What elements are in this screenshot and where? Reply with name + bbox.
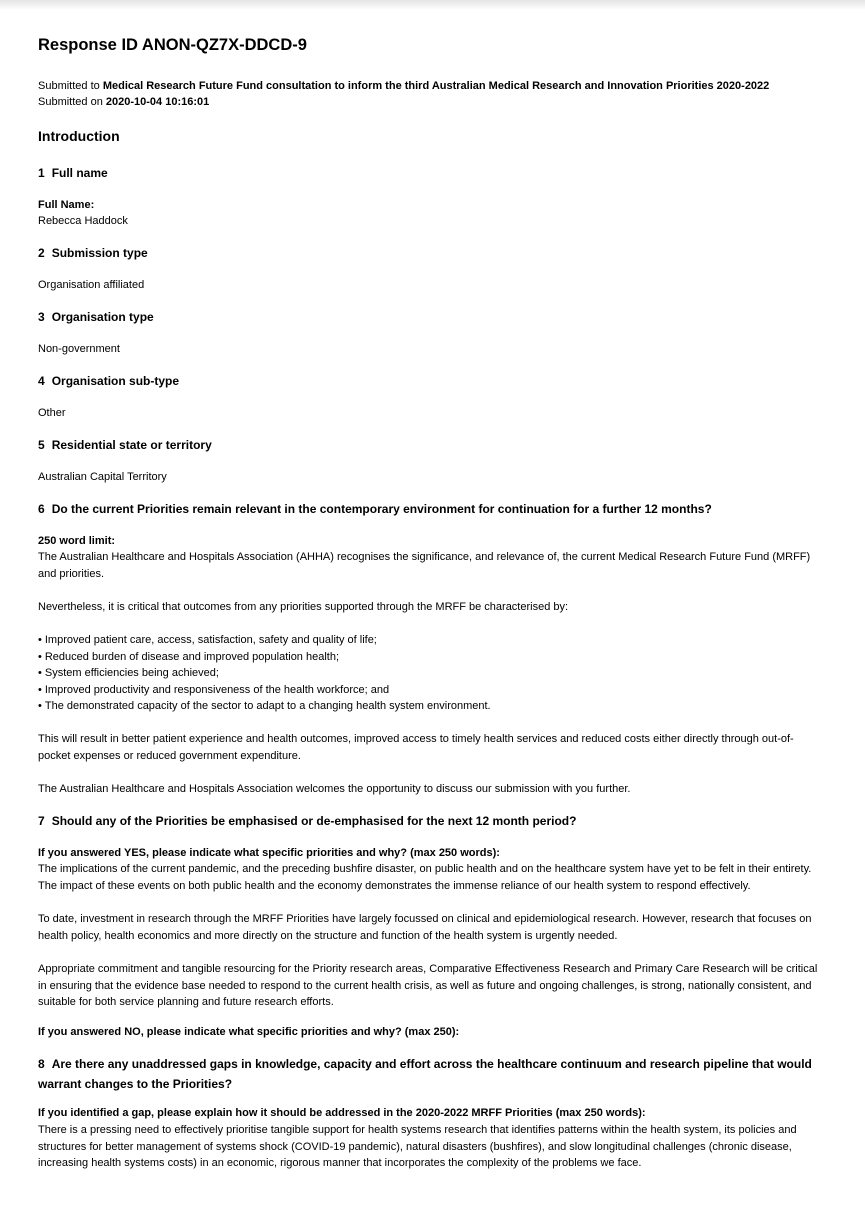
submitted-on-label: Submitted on [38,96,103,108]
q8-paragraph-1: There is a pressing need to effectively prioritise tangible support for health systems research that identifies patterns within the health system, its policies and structures for better management of systems shock (COVID-19 pandemic), natural disasters (bushfires), and slow longitudinal challenges (chronic disease, increasing health systems costs) in an economic, rigorous manner that incorporates the complexity of the problems we face. [38,1124,797,1169]
question-4-heading [38,371,179,391]
yes-answer-label: If you answered YES, please indicate what specific priorities and why? (max 250 words): [38,847,500,859]
question-title: Organisation sub-type [51,374,180,388]
question-7-heading [38,811,576,831]
submitted-on-line [38,94,209,110]
q7-paragraph-2: To date, investment in research through the MRFF Priorities have largely focussed on clinical and epidemiological research. However, research that focuses on health policy, health economics and more directly on the structure and function of the health system is urgently needed. [38,913,812,942]
word-limit-label: 250 word limit: [38,535,116,547]
response-id-title: Response ID ANON-QZ7X-DDCD-9 [38,36,307,54]
question-title: Full name [51,166,108,180]
question-2-heading [38,243,148,263]
question-number: 2 [38,246,45,260]
question-6-heading [38,499,712,519]
outcomes-list [38,632,491,715]
residential-state-answer: Australian Capital Territory [38,471,167,483]
page-top-shadow [0,0,865,10]
q6-paragraph-4: The Australian Healthcare and Hospitals Association welcomes the opportunity to discuss our submission with you further. [38,783,631,795]
gap-answer-label: If you identified a gap, please explain how it should be addressed in the 2020-2022 MRFF Priorities (max 250 words): [38,1107,646,1119]
question-number: 6 [38,502,45,516]
q6-paragraph-1: The Australian Healthcare and Hospitals Association (AHHA) recognises the significance, and relevance of, the current Medical Research Future Fund (MRFF) and priorities. [38,551,811,580]
full-name-label: Full Name: [38,199,95,211]
question-1-heading [38,163,108,183]
list-item: • Reduced burden of disease and improved population health; [38,649,491,666]
question-number: 5 [38,438,45,452]
question-number: 7 [38,814,45,828]
q6-paragraph-3: This will result in better patient experience and health outcomes, improved access to timely health services and reduced costs either directly through out-of-pocket expenses or reduced government expenditure. [38,733,794,762]
full-name-answer: Rebecca Haddock [38,215,128,227]
no-answer-label: If you answered NO, please indicate what specific priorities and why? (max 250): [38,1026,460,1038]
section-title-introduction: Introduction [38,128,120,144]
list-item: • Improved patient care, access, satisfaction, safety and quality of life; [38,632,491,649]
question-3-heading [38,307,154,327]
list-item: • The demonstrated capacity of the sector to adapt to a changing health system environment. [38,698,491,715]
submitted-on-date: 2020-10-04 10:16:01 [105,96,210,108]
list-item: • Improved productivity and responsiveness of the health workforce; and [38,682,491,699]
question-number: 1 [38,166,45,180]
question-title: Submission type [51,246,148,260]
organisation-subtype-answer: Other [38,407,66,419]
question-title: Residential state or territory [51,438,212,452]
q7-paragraph-1: The implications of the current pandemic, and the preceding bushfire disaster, on public health and on the healthcare system have yet to be felt in their entirety. The impact of these events on both public health and the economy demonstrates the immense reliance of our health system to respond effectively. [38,863,812,892]
question-title: Do the current Priorities remain relevant in the contemporary environment for continuation for a further 12 months? [51,502,712,516]
question-5-heading [38,435,212,455]
submission-type-answer: Organisation affiliated [38,279,145,291]
submitted-to-line [38,78,769,94]
submitted-to-label: Submitted to [38,80,100,92]
question-number: 4 [38,374,45,388]
question-title: Organisation type [51,310,154,324]
question-number: 3 [38,310,45,324]
organisation-type-answer: Non-government [38,343,120,355]
q7-paragraph-3: Appropriate commitment and tangible resourcing for the Priority research areas, Comparative Effectiveness Research and Primary Care Research will be critical in ensuring that the evidence base needed to respond to the current health crisis, as well as future and ongoing challenges, is strong, nationally consistent, and suitable for both service planning and future research efforts. [38,963,818,1008]
question-number: 8 [38,1057,45,1071]
list-item: • System efficiencies being achieved; [38,665,491,682]
question-title: Are there any unaddressed gaps in knowledge, capacity and effort across the healthcare continuum and research pipeline that would warrant changes to the Priorities? [38,1057,812,1091]
question-title: Should any of the Priorities be emphasised or de-emphasised for the next 12 month period? [51,814,577,828]
question-8-heading [38,1054,823,1094]
q6-paragraph-2: Nevertheless, it is critical that outcomes from any priorities supported through the MRFF be characterised by: [38,601,569,613]
consultation-name: Medical Research Future Fund consultation to inform the third Australian Medical Research and Innovation Priorities 2020-2022 [102,80,770,92]
